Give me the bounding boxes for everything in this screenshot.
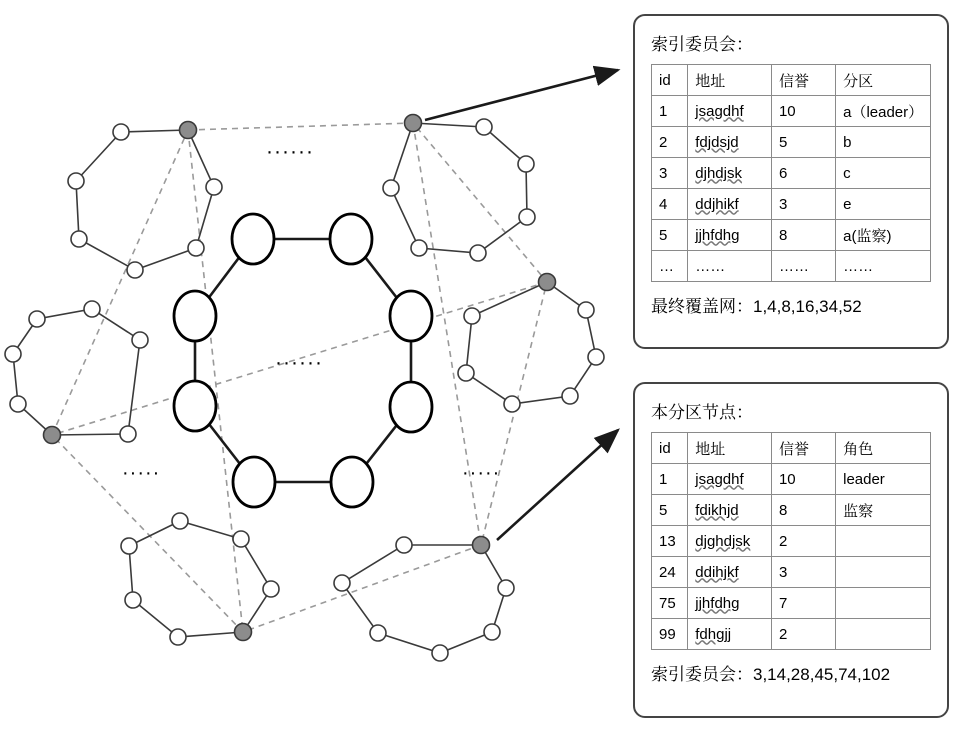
- column-header-reputation: 信誉: [771, 65, 835, 96]
- table-row: [652, 557, 931, 588]
- column-header-address: 地址: [688, 433, 772, 464]
- cell-id: …: [652, 251, 688, 282]
- cell-address: fdhgjj: [688, 619, 772, 650]
- cell-reputation: 6: [771, 158, 835, 189]
- cell-address: djhdjsk: [688, 158, 772, 189]
- index-committee-table: [651, 64, 931, 282]
- satellite-ring-bottom-right: [342, 545, 506, 653]
- cell-id: 99: [652, 619, 688, 650]
- cell-id: 3: [652, 158, 688, 189]
- satellite-ring-bottom-left-nodes: [121, 513, 279, 645]
- cell-role: [836, 619, 931, 650]
- cell-reputation: 2: [771, 526, 835, 557]
- cell-role: [836, 526, 931, 557]
- index-committee-list-label: 索引委员会：3,14,28,45,74,102: [651, 665, 891, 684]
- table-row: [652, 495, 931, 526]
- satellite-ring-top-right: [391, 123, 527, 253]
- cell-reputation: 2: [771, 619, 835, 650]
- partition-nodes-table: [651, 432, 931, 650]
- cell-address: jjhfdhg: [688, 588, 772, 619]
- cell-reputation: 5: [771, 127, 835, 158]
- cell-id: 5: [652, 220, 688, 251]
- cell-reputation: 3: [771, 189, 835, 220]
- table-row: [652, 189, 931, 220]
- cell-id: 1: [652, 464, 688, 495]
- cell-role: [836, 588, 931, 619]
- table-row: [652, 220, 931, 251]
- cell-role: leader: [836, 464, 931, 495]
- table-row: [652, 251, 931, 282]
- ellipsis-center: ······: [275, 351, 323, 374]
- cell-id: 2: [652, 127, 688, 158]
- cell-reputation: 8: [771, 495, 835, 526]
- cell-reputation: 8: [771, 220, 835, 251]
- table-row: [652, 526, 931, 557]
- ellipsis-top: ······: [266, 140, 314, 163]
- table-row: [652, 588, 931, 619]
- cell-address: djghdjsk: [688, 526, 772, 557]
- cell-role: [836, 557, 931, 588]
- cell-id: 13: [652, 526, 688, 557]
- cell-address: fdikhjd: [688, 495, 772, 526]
- final-overlay-network-label: 最终覆盖网：1,4,8,16,34,52: [651, 297, 862, 316]
- cell-reputation: 10: [771, 464, 835, 495]
- cell-address: fdjdsjd: [688, 127, 772, 158]
- panel-partition-nodes: [633, 382, 949, 718]
- cell-reputation: 3: [771, 557, 835, 588]
- cell-partition: a(监察): [836, 220, 931, 251]
- column-header-address: 地址: [688, 65, 772, 96]
- satellite-ring-left: [13, 309, 140, 435]
- satellite-ring-left-nodes: [5, 301, 148, 444]
- column-header-role: 角色: [836, 433, 931, 464]
- panel-partition-nodes-title: 本分区节点：: [651, 403, 753, 422]
- cell-partition: a（leader）: [836, 96, 931, 127]
- ellipsis-bottom-left: ·····: [122, 462, 161, 484]
- cell-address: ……: [688, 251, 772, 282]
- satellite-ring-top-right-nodes: [383, 115, 535, 262]
- table-row: [652, 619, 931, 650]
- panel-index-committee-title: 索引委员会：: [651, 35, 753, 54]
- column-header-id: id: [652, 65, 688, 96]
- cell-partition: b: [836, 127, 931, 158]
- satellite-ring-top-left-nodes: [68, 122, 222, 279]
- table-row: [652, 127, 931, 158]
- cell-address: jjhfdhg: [688, 220, 772, 251]
- cell-address: jsagdhf: [688, 464, 772, 495]
- cell-reputation: 7: [771, 588, 835, 619]
- column-header-reputation: 信誉: [771, 433, 835, 464]
- cell-role: 监察: [836, 495, 931, 526]
- panel-index-committee: [633, 14, 949, 349]
- table-row: [652, 96, 931, 127]
- table-row: [652, 464, 931, 495]
- ellipsis-bottom-right: ·····: [462, 462, 501, 484]
- cell-reputation: ……: [771, 251, 835, 282]
- cell-id: 5: [652, 495, 688, 526]
- cell-id: 24: [652, 557, 688, 588]
- column-header-partition: 分区: [836, 65, 931, 96]
- table-row: [652, 158, 931, 189]
- cell-partition: e: [836, 189, 931, 220]
- cell-id: 1: [652, 96, 688, 127]
- cell-id: 75: [652, 588, 688, 619]
- cell-partition: c: [836, 158, 931, 189]
- cell-reputation: 10: [771, 96, 835, 127]
- cell-address: ddihjkf: [688, 557, 772, 588]
- table-header-row: [652, 433, 931, 464]
- cell-id: 4: [652, 189, 688, 220]
- table-header-row: [652, 65, 931, 96]
- cell-address: jsagdhf: [688, 96, 772, 127]
- cell-partition: ……: [836, 251, 931, 282]
- column-header-id: id: [652, 433, 688, 464]
- cell-address: ddjhikf: [688, 189, 772, 220]
